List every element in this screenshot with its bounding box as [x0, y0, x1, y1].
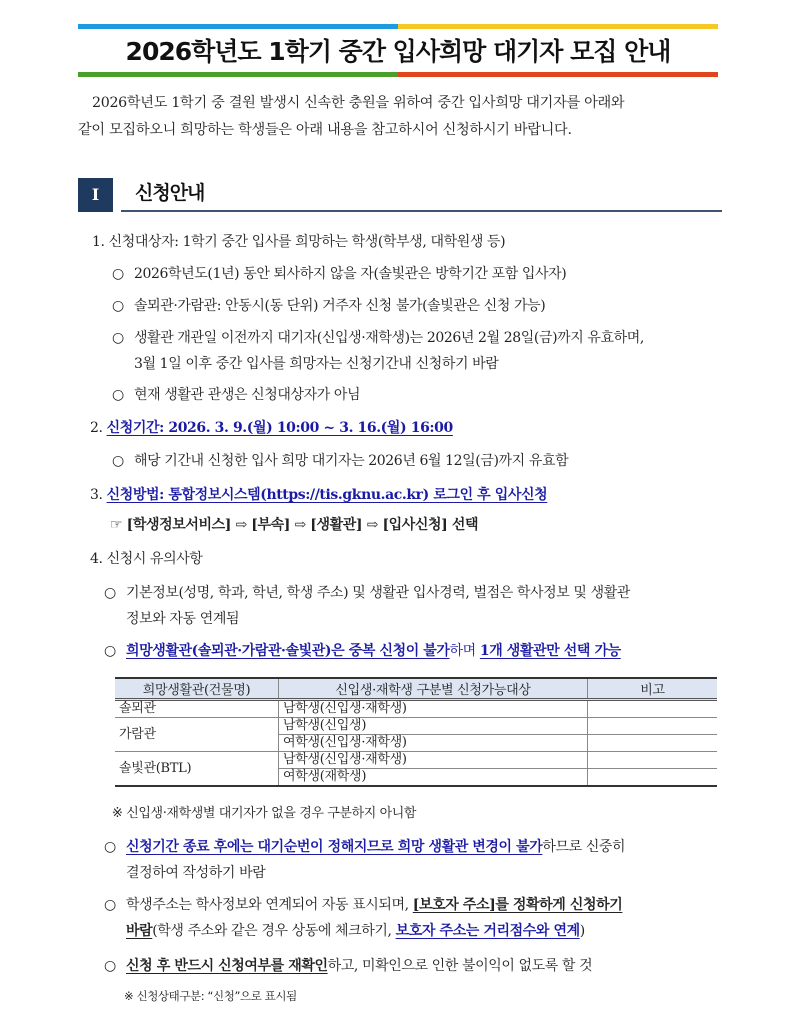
emphasis-text: 1개 생활관만 선택 가능 [479, 643, 621, 659]
bullet-text: 기본정보(성명, 학과, 학년, 학생 주소) 및 생활관 입사경력, 벌점은 학사정보 및 생활관 [126, 585, 630, 601]
item-3-path [110, 514, 478, 534]
section-title: 신청안내 [135, 182, 205, 204]
item-4-bullet-4 [104, 894, 622, 914]
building-cell: 솔뫼관 [115, 700, 279, 718]
item-4-bullet-2 [104, 640, 621, 660]
emphasis-text: [보호자 주소]를 정확하게 신청하기 [412, 897, 623, 913]
section-underline [121, 210, 722, 212]
bullet-text: (학생 주소와 같은 경우 상동에 체크하기, [152, 923, 396, 939]
remark-cell [588, 769, 718, 787]
target-cell: 여학생(신입생·재학생) [279, 735, 588, 752]
emphasis-text: 신청기간 종료 후에는 대기순번이 정해지므로 희망 생활관 변경이 불가 [126, 839, 543, 855]
item-2-number: 2. [90, 420, 103, 436]
table-header: 비고 [588, 678, 718, 700]
remark-cell [588, 700, 718, 718]
path-step: [입사신청] [382, 517, 448, 533]
arrow-right-icon: ⇨ [235, 517, 247, 533]
emphasis-text: 희망생활관(솔뫼관·가람관·솔빛관)은 중복 신청이 불가 [126, 643, 450, 659]
bullet-icon: ○ [104, 958, 116, 974]
top-bar-left [78, 24, 398, 29]
arrow-right-icon: ⇨ [366, 517, 378, 533]
bullet-text: 현재 생활관 관생은 신청대상자가 아님 [134, 387, 361, 403]
arrow-right-icon: ⇨ [294, 517, 306, 533]
target-cell: 남학생(신입생) [279, 718, 588, 735]
bullet-text: ) [579, 923, 585, 939]
item-4-bullet-1 [104, 582, 630, 602]
item-1-bullet-2 [112, 295, 545, 315]
path-suffix: 선택 [451, 517, 479, 533]
bullet-text: 솔뫼관·가람관: 안동시(동 단위) 거주자 신청 불가(솔빛관은 신청 가능) [134, 298, 546, 314]
item-3-method-link[interactable]: 신청방법: 통합정보시스템(https://tis.gknu.ac.kr) 로그인 후 입사신청 [106, 487, 548, 503]
bullet-icon: ○ [112, 266, 124, 282]
item-1-label: 1. 신청대상자: 1학기 중간 입사를 희망하는 학생(학부생, 대학원생 등) [92, 234, 506, 250]
item-1-bullet-1 [112, 263, 566, 283]
item-4-bullet-1-cont: 정보와 자동 연계됨 [126, 611, 240, 627]
table-header-row [115, 678, 717, 700]
intro-paragraph [78, 90, 723, 144]
top-bar-right [398, 24, 718, 29]
pointing-hand-icon: ☞ [110, 517, 123, 533]
table-row [115, 718, 717, 735]
path-step: [학생정보서비스] [126, 517, 231, 533]
table-note: ※ 신입생·재학생별 대기자가 없을 경우 구분하지 아니함 [112, 806, 417, 821]
bullet-text: 2026학년도(1년) 동안 퇴사하지 않을 자(솔빛관은 방학기간 포함 입사자) [134, 266, 567, 282]
bullet-icon: ○ [104, 643, 116, 659]
target-cell: 여학생(재학생) [279, 769, 588, 787]
table-header: 신입생·재학생 구분별 신청가능대상 [279, 678, 588, 700]
building-cell: 솔빛관(BTL) [115, 752, 279, 787]
table-row [115, 752, 717, 769]
dormitory-table [115, 677, 717, 787]
building-cell: 가람관 [115, 718, 279, 752]
bullet-icon: ○ [112, 330, 124, 346]
target-cell: 남학생(신입생·재학생) [279, 752, 588, 769]
emphasis-text: 신청 후 반드시 신청여부를 재확인 [126, 958, 328, 974]
bullet-text: 생활관 개관일 이전까지 대기자(신입생·재학생)는 2026년 2월 28일(금)까지 유효하며, [134, 330, 644, 346]
item-4-bullet-3-cont: 결정하여 작성하기 바람 [126, 865, 266, 881]
path-step: [생활관] [310, 517, 363, 533]
item-4-label: 4. 신청시 유의사항 [90, 551, 203, 567]
emphasis-text: 바람 [126, 923, 153, 939]
bullet-icon: ○ [112, 298, 124, 314]
emphasis-text: 보호자 주소는 거리점수와 연계 [395, 923, 580, 939]
item-4-bullet-4-cont [126, 920, 585, 940]
bottom-bar-right [398, 72, 718, 77]
page-title: 2026학년도 1학기 중간 입사희망 대기자 모집 안내 [125, 37, 671, 66]
item-1-bullet-3 [112, 327, 644, 347]
remark-cell [588, 752, 718, 769]
item-3-number: 3. [90, 487, 103, 503]
item-1-bullet-4 [112, 384, 360, 404]
path-step: [부속] [251, 517, 290, 533]
item-2-period: 신청기간: 2026. 3. 9.(월) 10:00 ~ 3. 16.(월) 16:00 [106, 420, 453, 436]
bullet-text: 하므로 신중히 [542, 839, 626, 855]
bottom-bar-left [78, 72, 398, 77]
bullet-icon: ○ [104, 897, 116, 913]
bullet-text: 학생주소는 학사정보와 연계되어 자동 표시되며, [126, 897, 413, 913]
intro-line-1: 2026학년도 1학기 중 결원 발생시 신속한 충원을 위하여 중간 입사희망 대기자를 아래와 [92, 95, 625, 111]
intro-line-2: 같이 모집하오니 희망하는 학생들은 아래 내용을 참고하시어 신청하시기 바랍니다. [78, 122, 572, 138]
item-4-bullet-5 [104, 955, 592, 975]
target-cell: 남학생(신입생·재학생) [279, 700, 588, 718]
section-number-badge: I [78, 178, 113, 212]
bullet-icon: ○ [112, 387, 124, 403]
item-2 [90, 417, 453, 437]
bullet-text: 하며 [449, 643, 480, 659]
table-row [115, 700, 717, 718]
item-1-bullet-3-cont: 3월 1일 이후 중간 입사를 희망자는 신청기간내 신청하기 바람 [134, 356, 499, 372]
item-2-bullet [112, 450, 568, 470]
item-3 [90, 484, 547, 504]
item-4-bullet-3 [104, 836, 625, 856]
table-header: 희망생활관(건물명) [115, 678, 279, 700]
footnote: ※ 신청상태구분: “신청”으로 표시됨 [124, 989, 297, 1003]
bullet-icon: ○ [104, 839, 116, 855]
remark-cell [588, 718, 718, 735]
bullet-icon: ○ [104, 585, 116, 601]
bullet-text: 해당 기간내 신청한 입사 희망 대기자는 2026년 6월 12일(금)까지 유효함 [134, 453, 569, 469]
remark-cell [588, 735, 718, 752]
bullet-icon: ○ [112, 453, 124, 469]
bullet-text: 하고, 미확인으로 인한 불이익이 없도록 할 것 [327, 958, 593, 974]
